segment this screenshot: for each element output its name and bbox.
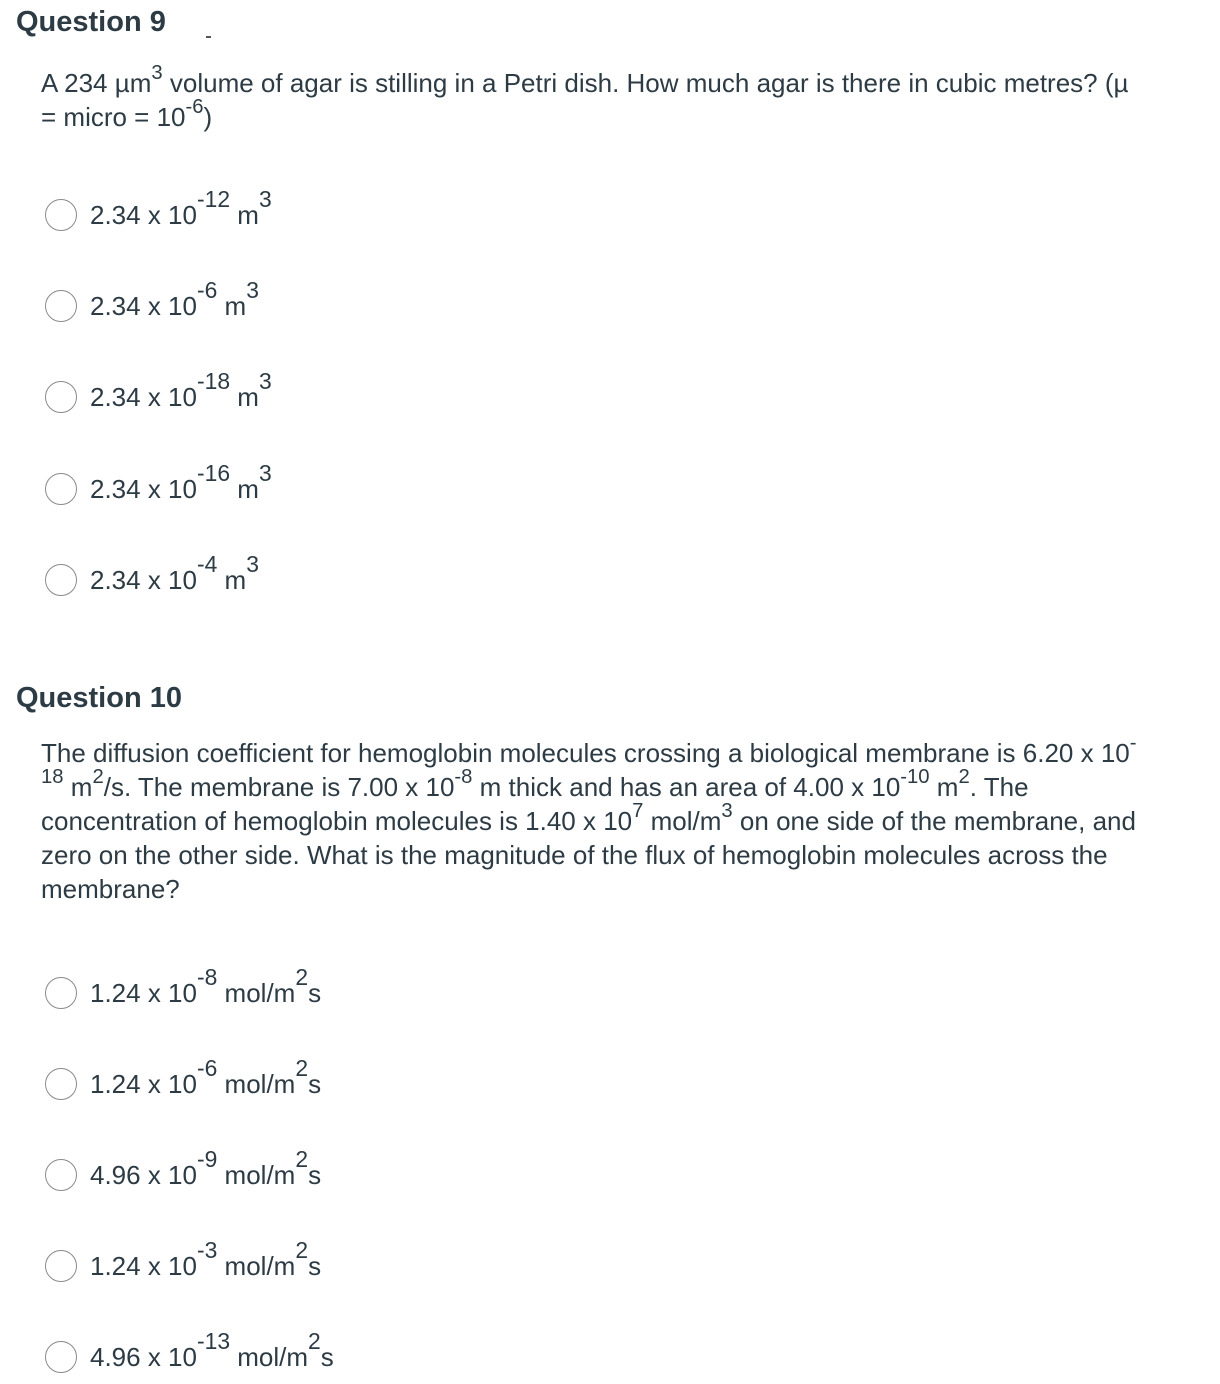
question-9-answer-2[interactable] bbox=[45, 276, 259, 326]
question-10-title: Question 10 bbox=[16, 682, 182, 714]
question-10-answer-2[interactable] bbox=[45, 1054, 322, 1104]
radio-button[interactable] bbox=[45, 977, 77, 1009]
answer-label: 4.96 x $10^{-13}$ mol/$m^2s$ bbox=[90, 1327, 334, 1372]
question-9-answer-5[interactable] bbox=[45, 550, 259, 600]
question-10-answer-1[interactable] bbox=[45, 963, 322, 1013]
answer-label: 1.24 x $10^{-6}$ mol/$m^2s$ bbox=[90, 1054, 322, 1099]
question-9-title: Question 9 bbox=[16, 6, 166, 38]
question-9-answer-3[interactable] bbox=[45, 367, 272, 417]
answer-label: 2.34 x $10^{-4}$ $m^3$ bbox=[90, 550, 259, 595]
question-10-answer-3[interactable] bbox=[45, 1145, 322, 1195]
answer-label: 2.34 x $10^{-18}$ $m^3$ bbox=[90, 367, 272, 412]
question-9-answer-4[interactable] bbox=[45, 459, 272, 509]
question-9-answer-1[interactable] bbox=[45, 185, 272, 235]
radio-button[interactable] bbox=[45, 1341, 77, 1373]
radio-button[interactable] bbox=[45, 1250, 77, 1282]
answer-label: 1.24 x $10^{-8}$ mol/$m^2s$ bbox=[90, 963, 322, 1008]
question-10-text: The diffusion coefficient for hemoglobin molecules crossing a biological membrane is 6.20 x $10^{-18}$ $m^2/s$. The membrane is 7.00 x $10^{-8}$ m thick and has an area of 4.00 x $10^{-10}$ $m^2$. The concentration of hemoglobin molecules is 1.40 x $10^7$ mol/$m^3$ on one side of the membrane, and zero on the other side. What is the magnitude of the flux of hemoglobin molecules across the membrane? bbox=[41, 732, 1137, 904]
radio-button[interactable] bbox=[45, 473, 77, 505]
question-9-text: A 234 µm$^3$ volume of agar is stilling in a Petri dish. How much agar is there in cubic metres? (µ = micro = $10^{-6}$) bbox=[41, 62, 1129, 132]
answer-label: 1.24 x $10^{-3}$ mol/$m^2s$ bbox=[90, 1236, 322, 1281]
answer-label: 4.96 x $10^{-9}$ mol/$m^2s$ bbox=[90, 1145, 322, 1190]
radio-button[interactable] bbox=[45, 199, 77, 231]
stray-mark bbox=[206, 36, 211, 38]
question-10-answer-5[interactable] bbox=[45, 1327, 334, 1377]
radio-button[interactable] bbox=[45, 290, 77, 322]
radio-button[interactable] bbox=[45, 381, 77, 413]
question-10-answer-4[interactable] bbox=[45, 1236, 322, 1286]
radio-button[interactable] bbox=[45, 1159, 77, 1191]
radio-button[interactable] bbox=[45, 564, 77, 596]
answer-label: 2.34 x $10^{-6}$ $m^3$ bbox=[90, 276, 259, 321]
radio-button[interactable] bbox=[45, 1068, 77, 1100]
answer-label: 2.34 x $10^{-16}$ $m^3$ bbox=[90, 459, 272, 504]
answer-label: 2.34 x $10^{-12}$ $m^3$ bbox=[90, 185, 272, 230]
